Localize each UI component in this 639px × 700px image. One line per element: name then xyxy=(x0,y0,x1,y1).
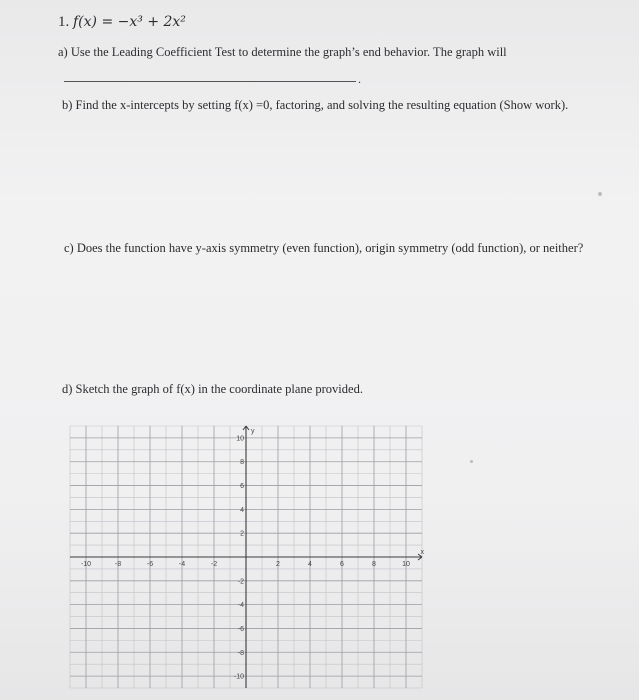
question-number: 1. xyxy=(58,14,70,30)
x-tick-label: -8 xyxy=(114,561,122,568)
y-axis-label: y xyxy=(251,428,255,436)
answer-period: . xyxy=(358,72,361,86)
y-tick-label: 10 xyxy=(236,435,244,443)
x-tick-labels xyxy=(81,549,425,568)
paper-speck xyxy=(598,192,602,196)
y-tick-label: -2 xyxy=(237,578,244,586)
axes xyxy=(70,426,422,688)
y-tick-label: -4 xyxy=(237,602,244,610)
coordinate-plane[interactable] xyxy=(60,418,430,698)
part-a-text: a) Use the Leading Coefficient Test to determine the graph’s end behavior. The graph will xyxy=(58,45,507,59)
part-c-text: c) Does the function have y-axis symmetry (even function), origin symmetry (odd function), or neither? xyxy=(64,241,584,255)
x-tick-label: 6 xyxy=(340,561,344,568)
y-tick-label: -10 xyxy=(233,673,244,681)
function-formula: f(x) = −x³ + 2x² xyxy=(73,14,186,30)
paper-speck xyxy=(470,460,473,463)
y-tick-label: -8 xyxy=(237,649,244,657)
question-title xyxy=(58,14,186,31)
x-tick-label: -10 xyxy=(80,561,92,568)
x-tick-label: 4 xyxy=(308,561,312,568)
x-tick-label: 2 xyxy=(276,561,280,568)
x-tick-label: 8 xyxy=(372,561,376,568)
y-tick-label: 2 xyxy=(240,530,244,538)
y-tick-label: 4 xyxy=(240,506,244,514)
answer-blank-line[interactable] xyxy=(64,81,356,82)
x-tick-label: -6 xyxy=(146,561,154,568)
x-axis-label: x xyxy=(420,549,424,556)
x-tick-label: 10 xyxy=(402,561,410,568)
y-tick-label: 8 xyxy=(240,459,244,467)
x-tick-label: -4 xyxy=(178,561,186,568)
y-tick-labels xyxy=(234,428,255,680)
y-tick-label: 6 xyxy=(240,483,244,491)
y-tick-label: -6 xyxy=(237,625,244,633)
part-b-text: b) Find the x-intercepts by setting f(x) =0, factoring, and solving the resulting equation (Show work). xyxy=(62,98,569,112)
part-d-text: d) Sketch the graph of f(x) in the coordinate plane provided. xyxy=(62,382,363,396)
x-tick-label: -2 xyxy=(210,561,218,568)
